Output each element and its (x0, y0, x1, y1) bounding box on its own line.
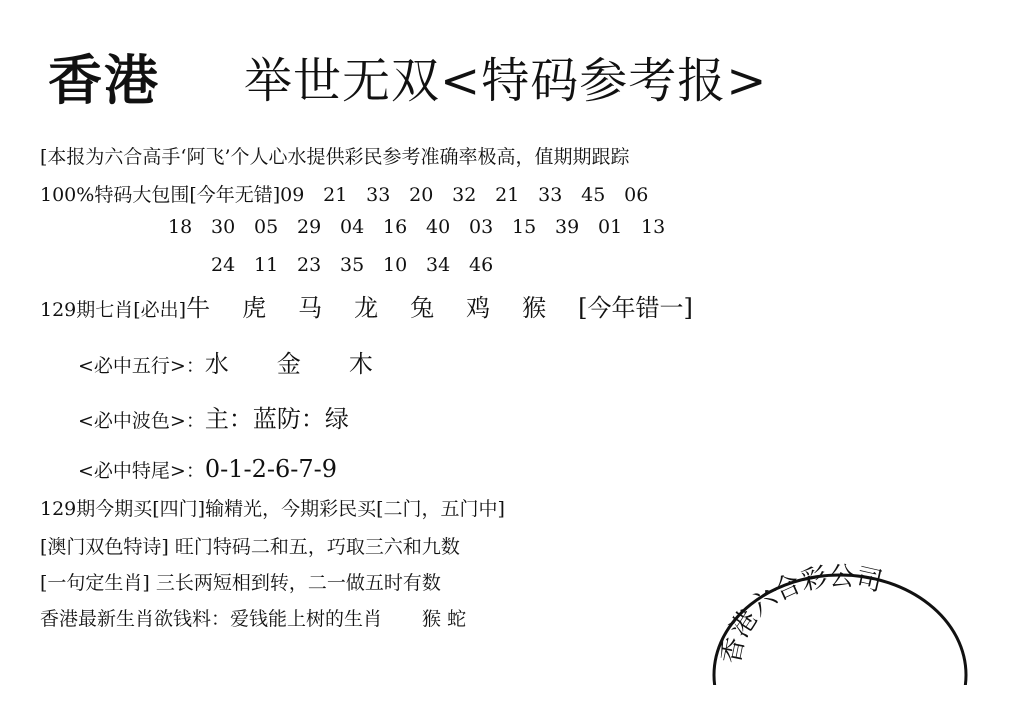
special-number: 16 (383, 216, 408, 238)
special-number: 35 (340, 254, 365, 276)
special-number: 13 (641, 216, 666, 238)
tail-label: <必中特尾>： (78, 460, 205, 482)
special-number: 21 (323, 184, 348, 206)
zodiac-item: 虎 (242, 294, 267, 322)
zodiac-item: 龙 (354, 294, 379, 322)
element-value: 水 金 木 (204, 350, 373, 378)
seven-zodiac-label: 129期七肖[必出] (40, 299, 187, 321)
poem-line (40, 532, 460, 559)
special-number: 03 (469, 216, 494, 238)
special-number: 34 (426, 254, 451, 276)
special-number: 01 (598, 216, 623, 238)
special-number: 39 (555, 216, 580, 238)
latest-label: 香港最新生肖欲钱料： (40, 608, 231, 630)
color-value: 主：蓝防：绿 (204, 405, 349, 433)
phrase-text: 三长两短相到转，二一做五时有数 (155, 572, 441, 594)
special-number: 33 (538, 184, 563, 206)
zodiac-item: 猴 (522, 294, 547, 322)
company-seal (700, 555, 970, 667)
number-row-2 (168, 216, 684, 238)
seal-text: 香港六合彩公司 (716, 561, 886, 667)
tail-value: 0-1-2-6-7-9 (204, 455, 338, 483)
special-number: 20 (409, 184, 434, 206)
special-number: 10 (383, 254, 408, 276)
zodiac-item: 鸡 (466, 294, 491, 322)
number-row-3 (211, 254, 512, 276)
special-number: 46 (469, 254, 494, 276)
zodiac-item: 兔 (410, 294, 435, 322)
special-number: 23 (297, 254, 322, 276)
number-row-1 (280, 184, 667, 206)
brand-title: 香港 (48, 49, 160, 112)
special-number: 30 (211, 216, 236, 238)
seal-graphic (700, 555, 970, 685)
latest-answer: 猴 蛇 (422, 608, 467, 630)
latest-line (40, 604, 466, 631)
element-line (78, 344, 373, 379)
tail-line (78, 455, 337, 483)
element-label: <必中五行>： (78, 355, 205, 377)
seven-zodiac-line (40, 288, 693, 323)
special-bag-label: 100%特码大包围[今年无错] (40, 184, 281, 206)
zodiac-item: 牛 (186, 294, 211, 322)
special-number: 09 (280, 184, 305, 206)
special-number: 04 (340, 216, 365, 238)
special-number: 21 (495, 184, 520, 206)
special-number: 33 (366, 184, 391, 206)
special-number: 45 (581, 184, 606, 206)
zodiac-list (186, 294, 578, 322)
poem-label: [澳门双色特诗] (40, 536, 169, 558)
special-number: 32 (452, 184, 477, 206)
buy-text: 129期今期买[四门]输精光，今期彩民买[二门，五门中] (40, 498, 505, 520)
phrase-label: [一句定生肖] (40, 572, 150, 594)
seven-zodiac-note: [今年错一] (578, 294, 693, 322)
special-number: 40 (426, 216, 451, 238)
special-bag-line (40, 180, 667, 207)
zodiac-item: 马 (298, 294, 323, 322)
color-line (78, 399, 349, 434)
intro-text: [本报为六合高手‘阿飞’个人心水提供彩民参考准确率极高，值期期跟踪 (40, 146, 630, 168)
special-number: 06 (624, 184, 649, 206)
phrase-line (40, 568, 441, 595)
special-number: 29 (297, 216, 322, 238)
poem-text: 旺门特码二和五，巧取三六和九数 (174, 536, 460, 558)
color-label: <必中波色>： (78, 410, 205, 432)
special-number: 18 (168, 216, 193, 238)
special-number: 15 (512, 216, 537, 238)
special-number: 11 (254, 254, 279, 276)
page-title: 举世无双<特码参考报> (244, 53, 768, 109)
special-number: 05 (254, 216, 279, 238)
special-number: 24 (211, 254, 236, 276)
latest-text: 爱钱能上树的生肖 (230, 608, 383, 630)
